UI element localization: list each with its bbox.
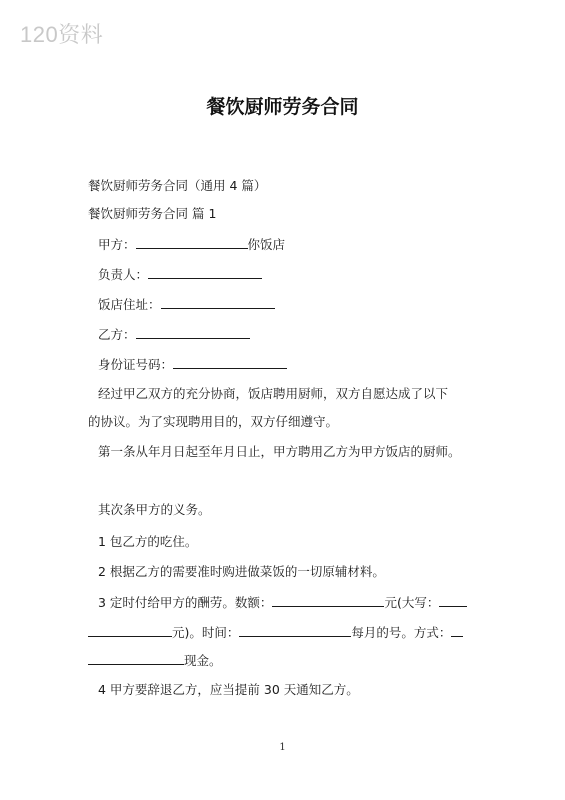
party-b-label: 乙方： [98,327,136,342]
paragraph-1-line-2: 的协议。为了实现聘用目的，双方仔细遵守。 [88,414,339,429]
item-1: 1 包乙方的吃住。 [98,534,198,549]
item-3-time-label: 元)。时间： [172,625,240,640]
id-number-line [98,356,287,373]
responsible-line [98,266,262,283]
party-a-blank [136,236,248,249]
article-2-heading: 其次条甲方的义务。 [98,502,211,517]
item-4: 4 甲方要辞退乙方，应当提前 30 天通知乙方。 [98,682,359,697]
section-heading: 餐饮厨师劳务合同 篇 1 [88,206,217,221]
item-3-method-label: 每月的号。方式： [351,625,452,640]
document-title: 餐饮厨师劳务合同 [206,96,359,118]
amount-uppercase-blank-start [439,594,467,607]
address-label: 饭店住址： [98,297,161,312]
item-3-line-1 [98,594,467,611]
amount-blank [272,594,384,607]
time-blank [239,624,351,637]
amount-uppercase-blank-end [88,624,172,637]
method-blank-start [451,624,463,637]
article-1: 第一条从年月日起至年月日止，甲方聘用乙方为甲方饭店的厨师。 [98,444,461,459]
item-3-mid: 元(大写： [384,595,440,610]
responsible-label: 负责人： [98,267,149,282]
party-b-blank [136,326,250,339]
address-line [98,296,275,313]
party-a-line [98,236,285,253]
party-b-line [98,326,250,343]
item-3-cash: 现金。 [184,653,222,668]
item-3-line-3 [88,652,222,669]
party-a-label: 甲方： [98,237,136,252]
address-blank [161,296,275,309]
watermark: 120资料 [20,22,104,47]
responsible-blank [148,266,262,279]
id-number-label: 身份证号码： [98,357,174,372]
id-number-blank [173,356,287,369]
subtitle: 餐饮厨师劳务合同（通用 4 篇） [88,178,267,193]
method-blank-end [88,652,184,665]
party-a-suffix: 你饭店 [247,237,286,252]
item-3-prefix: 3 定时付给甲方的酬劳。数额： [98,595,273,610]
item-3-line-2 [88,624,463,641]
page-number: 1 [279,742,286,753]
paragraph-1-line-1: 经过甲乙双方的充分协商，饭店聘用厨师，双方自愿达成了以下 [98,386,449,401]
item-2: 2 根据乙方的需要准时购进做菜饭的一切原辅材料。 [98,564,385,579]
